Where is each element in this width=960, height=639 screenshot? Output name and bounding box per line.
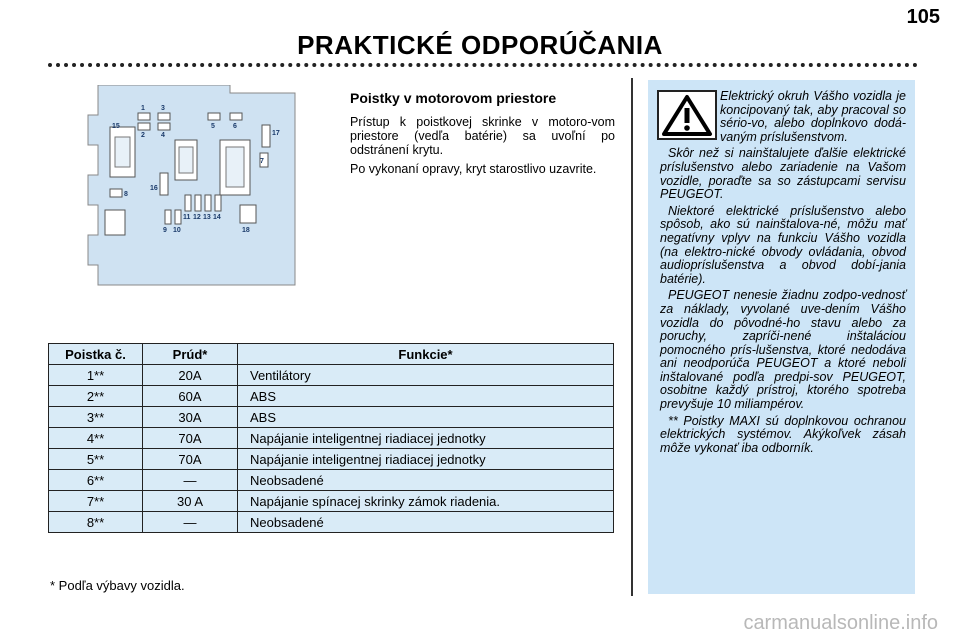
intro-paragraph: Prístup k poistkovej skrinke v motoro-vom priestore (vedľa batérie) sa uvoľní po odstránení krytu. bbox=[350, 115, 615, 157]
diagram-label: 14 bbox=[213, 214, 221, 221]
header-function: Funkcie* bbox=[238, 344, 614, 365]
diagram-label: 13 bbox=[203, 214, 211, 221]
fuse-current: 60A bbox=[143, 386, 238, 407]
diagram-label: 5 bbox=[211, 123, 215, 130]
table-row bbox=[49, 407, 614, 428]
fuse-function: Neobsadené bbox=[238, 470, 614, 491]
fuse-function: ABS bbox=[238, 407, 614, 428]
fuse-function: ABS bbox=[238, 386, 614, 407]
fuse-function: Napájanie inteligentnej riadiacej jednotky bbox=[238, 449, 614, 470]
warning-paragraph: PEUGEOT nenesie žiadnu zodpo-vednosť za náklady, vyvolané uve-dením Vášho vozidla do pôvodné-ho stavu alebo za poruchy, zapríči-nené inštaláciou pomocného prís-lušenstva, ktoré nedodáva ani neodporúča PEUGEOT a ktoré neboli inštalované podľa predpi-sov PEUGEOT, osobitne každý prístroj, ktorého spotreba prevyšuje 10 miliampérov. bbox=[660, 288, 906, 412]
fuse-no: 5** bbox=[49, 449, 143, 470]
fuse-no: 1** bbox=[49, 365, 143, 386]
fuse-current: — bbox=[143, 512, 238, 533]
header-fuse-no: Poistka č. bbox=[49, 344, 143, 365]
fuse-no: 3** bbox=[49, 407, 143, 428]
table-row bbox=[49, 386, 614, 407]
fuse-function: Napájanie spínacej skrinky zámok riadenia. bbox=[238, 491, 614, 512]
section-title: Poistky v motorovom priestore bbox=[350, 90, 557, 106]
fuse-no: 2** bbox=[49, 386, 143, 407]
table-row bbox=[49, 365, 614, 386]
table-row bbox=[49, 428, 614, 449]
warning-paragraph: Skôr než si nainštalujete ďalšie elektrické príslušenstvo alebo zariadenie na Vašom vozidle, poraďte sa so zástupcami servisu PEUGEOT. bbox=[660, 146, 906, 202]
fuse-current: 30A bbox=[143, 407, 238, 428]
intro-paragraph: Po vykonaní opravy, kryt starostlivo uzavrite. bbox=[350, 162, 597, 176]
diagram-label: 7 bbox=[260, 158, 264, 165]
diagram-label: 9 bbox=[163, 227, 167, 234]
diagram-label: 10 bbox=[173, 227, 181, 234]
warning-text bbox=[660, 90, 906, 458]
diagram-label: 18 bbox=[242, 227, 250, 234]
fuse-current: 30 A bbox=[143, 491, 238, 512]
diagram-label: 16 bbox=[150, 185, 158, 192]
fuse-function: Ventilátory bbox=[238, 365, 614, 386]
table-row bbox=[49, 449, 614, 470]
page-number: 105 bbox=[906, 6, 940, 28]
diagram-label: 17 bbox=[272, 130, 280, 137]
fuse-function: Napájanie inteligentnej riadiacej jednotky bbox=[238, 428, 614, 449]
fuse-table bbox=[48, 343, 614, 533]
watermark: carmanualsonline.info bbox=[743, 612, 938, 634]
diagram-label: 6 bbox=[233, 123, 237, 130]
diagram-label: 4 bbox=[161, 132, 165, 139]
header-current: Prúd* bbox=[143, 344, 238, 365]
fuse-current: 70A bbox=[143, 449, 238, 470]
fuse-current: — bbox=[143, 470, 238, 491]
warning-paragraph: ** Poistky MAXI sú doplnkovou ochranou elektrických systémov. Akýkoľvek zásah môže vykonať iba odborník. bbox=[660, 413, 906, 455]
warning-panel bbox=[648, 80, 915, 594]
diagram-label: 2 bbox=[141, 132, 145, 139]
warning-paragraph: Niektoré elektrické príslušenstvo alebo spôsob, ako sú nainštalova-né, môžu mať negatívny vplyv na funkciu Vášho vozidla (na elektro-nické obvody ovládania, obvod audiopríslušenstva a obvod dobí-jania batérie). bbox=[660, 203, 906, 286]
table-row bbox=[49, 512, 614, 533]
diagram-label: 3 bbox=[161, 105, 165, 112]
fuse-no: 4** bbox=[49, 428, 143, 449]
dotted-divider bbox=[48, 63, 918, 67]
fuse-no: 8** bbox=[49, 512, 143, 533]
column-divider bbox=[631, 78, 633, 596]
diagram-label: 12 bbox=[193, 214, 201, 221]
fuse-current: 70A bbox=[143, 428, 238, 449]
fuse-box-diagram bbox=[70, 85, 300, 290]
table-row bbox=[49, 491, 614, 512]
warning-paragraph: Elektrický okruh Vášho vozidla je koncipovaný tak, aby pracoval so sério-vo, alebo doplnkovo dodá-vaným príslušenstvom. bbox=[720, 89, 906, 144]
page-title: PRAKTICKÉ ODPORÚČANIA bbox=[297, 30, 663, 60]
fuse-function: Neobsadené bbox=[238, 512, 614, 533]
diagram-label: 1 bbox=[141, 105, 145, 112]
fuse-current: 20A bbox=[143, 365, 238, 386]
diagram-label: 11 bbox=[183, 214, 191, 221]
intro-text bbox=[350, 115, 615, 181]
table-header-row bbox=[49, 344, 614, 365]
fuse-no: 6** bbox=[49, 470, 143, 491]
diagram-label: 8 bbox=[124, 191, 128, 198]
footnote: * Podľa výbavy vozidla. bbox=[50, 578, 185, 593]
fuse-no: 7** bbox=[49, 491, 143, 512]
table-row bbox=[49, 470, 614, 491]
diagram-label: 15 bbox=[112, 123, 120, 130]
